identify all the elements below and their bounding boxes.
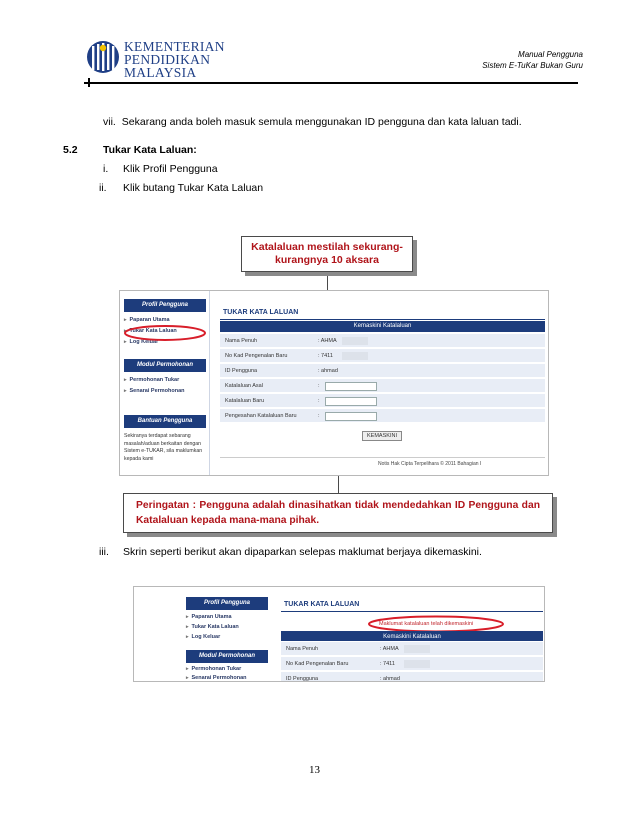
- ministry-emblem-icon: [84, 40, 122, 74]
- title-rule: [220, 319, 545, 320]
- kemaskini-button[interactable]: KEMASKINI: [362, 431, 402, 441]
- row-id: [281, 672, 543, 682]
- value-kp: : 7411: [318, 353, 333, 359]
- ministry-name: [124, 40, 225, 79]
- row-id: [220, 364, 545, 378]
- logo-line-1: KEMENTERIAN: [124, 39, 225, 54]
- doc-title: Manual Pengguna: [518, 50, 583, 59]
- item-text: Klik butang Tukar Kata Laluan: [123, 182, 264, 194]
- label-baru: Katalaluan Baru: [225, 398, 265, 404]
- sidebar-item-permohonan-tukar[interactable]: ▸ Permohonan Tukar: [186, 666, 241, 673]
- value-id: : ahmad: [318, 368, 338, 374]
- section-title: Tukar Kata Laluan:: [103, 144, 197, 156]
- new-password-input[interactable]: [325, 397, 377, 406]
- step-iii-text: Skrin seperti berikut akan dipaparkan selepas maklumat berjaya dikemaskini.: [123, 546, 482, 558]
- callout-warning-text: Peringatan : Pengguna adalah dinasihatkan tidak mendedahkan ID Pengguna dan Katalaluan kepada mana-mana pihak.: [136, 500, 540, 526]
- section-item-ii: [99, 182, 264, 195]
- value-nama: : AHMA: [380, 646, 399, 652]
- value-kp: : 7411: [380, 661, 395, 667]
- ministry-logo: [84, 40, 122, 74]
- step-vii: [103, 116, 583, 129]
- footer-text: Notis Hak Cipta Terpelihara © 2011 Bahagian I: [378, 461, 482, 467]
- sidebar-item-tukar-kata-laluan[interactable]: ▸ Tukar Kata Laluan: [186, 624, 239, 631]
- title-rule: [281, 611, 543, 612]
- label-asal: Katalaluan Asal: [225, 383, 263, 389]
- step-iii-num: iii.: [99, 546, 109, 558]
- sidebar-head-bantuan: Bantuan Pengguna: [124, 415, 206, 428]
- doc-header-right: [383, 49, 583, 71]
- label-kp: No Kad Pengenalan Baru: [286, 661, 349, 667]
- callout-password-length: [241, 236, 413, 272]
- sidebar-item-senarai-permohonan[interactable]: ▸ Senarai Permohonan: [186, 675, 247, 682]
- confirm-password-input[interactable]: [325, 412, 377, 421]
- redacted-nama: [342, 337, 368, 345]
- step-vii-num: vii.: [103, 116, 116, 128]
- colon-pengesahan: :: [318, 413, 320, 419]
- success-message: Maklumat katalaluan telah dikemaskini: [379, 621, 474, 627]
- form-bar: Kemaskini Katalaluan: [220, 321, 545, 332]
- sidebar: [134, 587, 276, 681]
- page-title: TUKAR KATA LALUAN: [284, 601, 360, 608]
- item-num: ii.: [99, 182, 107, 194]
- section-item-i: [103, 163, 218, 176]
- page-title: TUKAR KATA LALUAN: [223, 309, 299, 316]
- screenshot-success: [133, 586, 545, 682]
- colon-baru: :: [318, 398, 320, 404]
- sidebar-help-text: Sekiranya terdapat sebarang masalah/aduan berkaitan dengan Sistem e-TUKAR, sila maklumkan kepada kami: [124, 433, 203, 462]
- sidebar-head-profil: Profil Pengguna: [124, 299, 206, 312]
- sidebar-item-permohonan-tukar[interactable]: ▸ Permohonan Tukar: [124, 377, 179, 384]
- form-bar: Kemaskini Katalaluan: [281, 631, 543, 641]
- redacted-kp: [404, 660, 430, 668]
- row-baru: [220, 394, 545, 408]
- label-kp: No Kad Pengenalan Baru: [225, 353, 288, 359]
- sidebar-item-tukar-kata-laluan[interactable]: ▸ Tukar Kata Laluan: [124, 328, 177, 335]
- sidebar-head-profil: Profil Pengguna: [186, 597, 268, 610]
- item-num: i.: [103, 163, 109, 175]
- doc-subtitle: Sistem E-TuKar Bukan Guru: [482, 61, 583, 70]
- header-rule: [84, 82, 578, 84]
- sidebar-item-paparan-utama[interactable]: ▸ Paparan Utama: [124, 317, 170, 324]
- label-id: ID Pengguna: [225, 368, 258, 374]
- sidebar: [120, 291, 210, 475]
- section-number: 5.2: [63, 144, 78, 156]
- row-nama: [220, 334, 545, 348]
- highlight-ellipse: [122, 324, 208, 342]
- page-number: 13: [309, 764, 320, 776]
- footer-rule: [220, 457, 545, 458]
- callout-warning: [123, 493, 553, 533]
- callout-password-length-text: Katalaluan mestilah sekurang-kurangnya 10 aksara: [251, 241, 403, 266]
- label-nama: Nama Penuh: [225, 338, 258, 344]
- redacted-nama: [404, 645, 430, 653]
- sidebar-item-log-keluar[interactable]: ▸ Log Keluar: [124, 339, 158, 346]
- row-asal: [220, 379, 545, 393]
- logo-line-3: MALAYSIA: [124, 65, 197, 80]
- screenshot-change-password-form: [119, 290, 549, 476]
- label-nama: Nama Penuh: [286, 646, 319, 652]
- logo-line-2: PENDIDIKAN: [124, 52, 211, 67]
- value-id: : ahmad: [380, 676, 400, 682]
- label-pengesahan: Pengesahan Katalaluan Baru: [225, 413, 297, 419]
- step-vii-text: Sekarang anda boleh masuk semula menggunakan ID pengguna dan kata laluan tadi.: [121, 116, 522, 128]
- redacted-kp: [342, 352, 368, 360]
- warning-connector: [338, 476, 339, 493]
- colon-asal: :: [318, 383, 320, 389]
- label-id: ID Pengguna: [286, 676, 319, 682]
- step-iii: [99, 546, 579, 559]
- old-password-input[interactable]: [325, 382, 377, 391]
- callout-connector: [327, 276, 328, 290]
- header-rule-tick: [88, 78, 90, 87]
- sidebar-item-senarai-permohonan[interactable]: ▸ Senarai Permohonan: [124, 388, 185, 395]
- item-text: Klik Profil Pengguna: [123, 163, 218, 175]
- sidebar-head-modul: Modul Permohonan: [186, 650, 268, 663]
- sidebar-head-modul: Modul Permohonan: [124, 359, 206, 372]
- sidebar-item-log-keluar[interactable]: ▸ Log Keluar: [186, 634, 220, 641]
- section-heading: [63, 144, 197, 157]
- sidebar-item-paparan-utama[interactable]: ▸ Paparan Utama: [186, 614, 232, 621]
- value-nama: : AHMA: [318, 338, 337, 344]
